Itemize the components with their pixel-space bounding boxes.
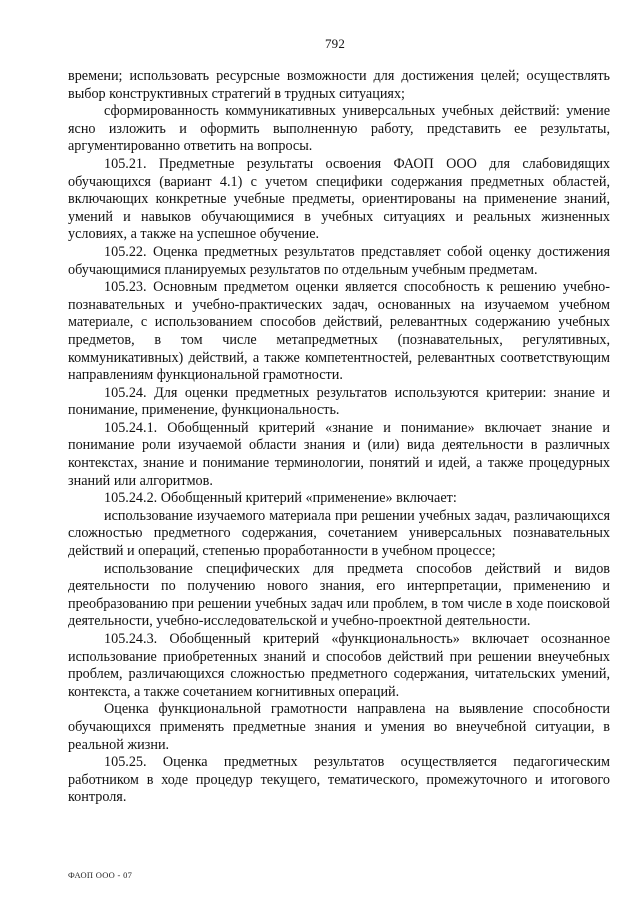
document-footer-code: ФАОП ООО - 07 <box>68 870 133 880</box>
paragraph: сформированность коммуникативных универсальных учебных действий: умение ясно изложить и оформить выполненную работу, представить ее результаты, аргументированно ответить на вопросы. <box>68 103 610 155</box>
paragraph-105-21: 105.21. Предметные результаты освоения ФАОП ООО для слабовидящих обучающихся (вариант 4.1) с учетом специфики содержания предметных областей, включающих конкретные учебные предметы, ориентированы на применение знаний, умений и навыков обучающимися в учебных ситуациях и реальных жизненных условиях, а также на успешное обучение. <box>68 155 610 243</box>
paragraph: времени; использовать ресурсные возможности для достижения целей; осуществлять выбор конструктивных стратегий в трудных ситуациях; <box>68 68 610 102</box>
paragraph: использование специфических для предмета способов действий и видов деятельности по получению нового знания, его интерпретации, применению и преобразованию при решении учебных задач или проблем, в том числе в ходе поисковой деятельности, учебно-исследовательской и учебно-проектной деятельности. <box>68 560 610 630</box>
paragraph-105-22: 105.22. Оценка предметных результатов представляет собой оценку достижения обучающимися планируемых результатов по отдельным учебным предметам. <box>68 243 610 278</box>
paragraph: использование изучаемого материала при решении учебных задач, различающихся сложностью предметного содержания, сочетанием универсальных познавательных действий и операций, степенью проработанности в учебном процессе; <box>68 507 610 560</box>
paragraph-105-24-2: 105.24.2. Обобщенный критерий «применение» включает: <box>104 490 457 507</box>
paragraph-105-24-1: 105.24.1. Обобщенный критерий «знание и понимание» включает знание и понимание роли изучаемой области знания и (или) вида деятельности в различных контекстах, знание и понимание терминологии, понятий и идей, а также процедурных знаний или алгоритмов. <box>68 419 610 489</box>
paragraph-105-23: 105.23. Основным предметом оценки является способность к решению учебно-познавательных и учебно-практических задач, основанных на изучаемом учебном материале, с использованием способов действий, релевантных содержанию учебных предметов, в том числе метапредметных (познавательных, регулятивных, коммуникативных) действий, а также компетентностей, релевантных соответствующим направлениям функциональной грамотности. <box>68 279 610 384</box>
paragraph-105-25: 105.25. Оценка предметных результатов осуществляется педагогическим работником в ходе процедур текущего, тематического, промежуточного и итогового контроля. <box>68 754 610 806</box>
page-number: 792 <box>324 36 346 51</box>
document-body <box>68 68 610 807</box>
paragraph-105-24-3: 105.24.3. Обобщенный критерий «функциональность» включает осознанное использование приобретенных знаний и способов действий при решении внеучебных проблем, различающихся сложностью предметного содержания, читательских умений, контекста, а также сочетанием когнитивных операций. <box>68 631 610 700</box>
paragraph-105-24: 105.24. Для оценки предметных результатов используются критерии: знание и понимание, применение, функциональность. <box>68 384 610 419</box>
paragraph: Оценка функциональной грамотности направлена на выявление способности обучающихся применять предметные знания и умения во внеучебной ситуации, в реальной жизни. <box>68 701 610 753</box>
